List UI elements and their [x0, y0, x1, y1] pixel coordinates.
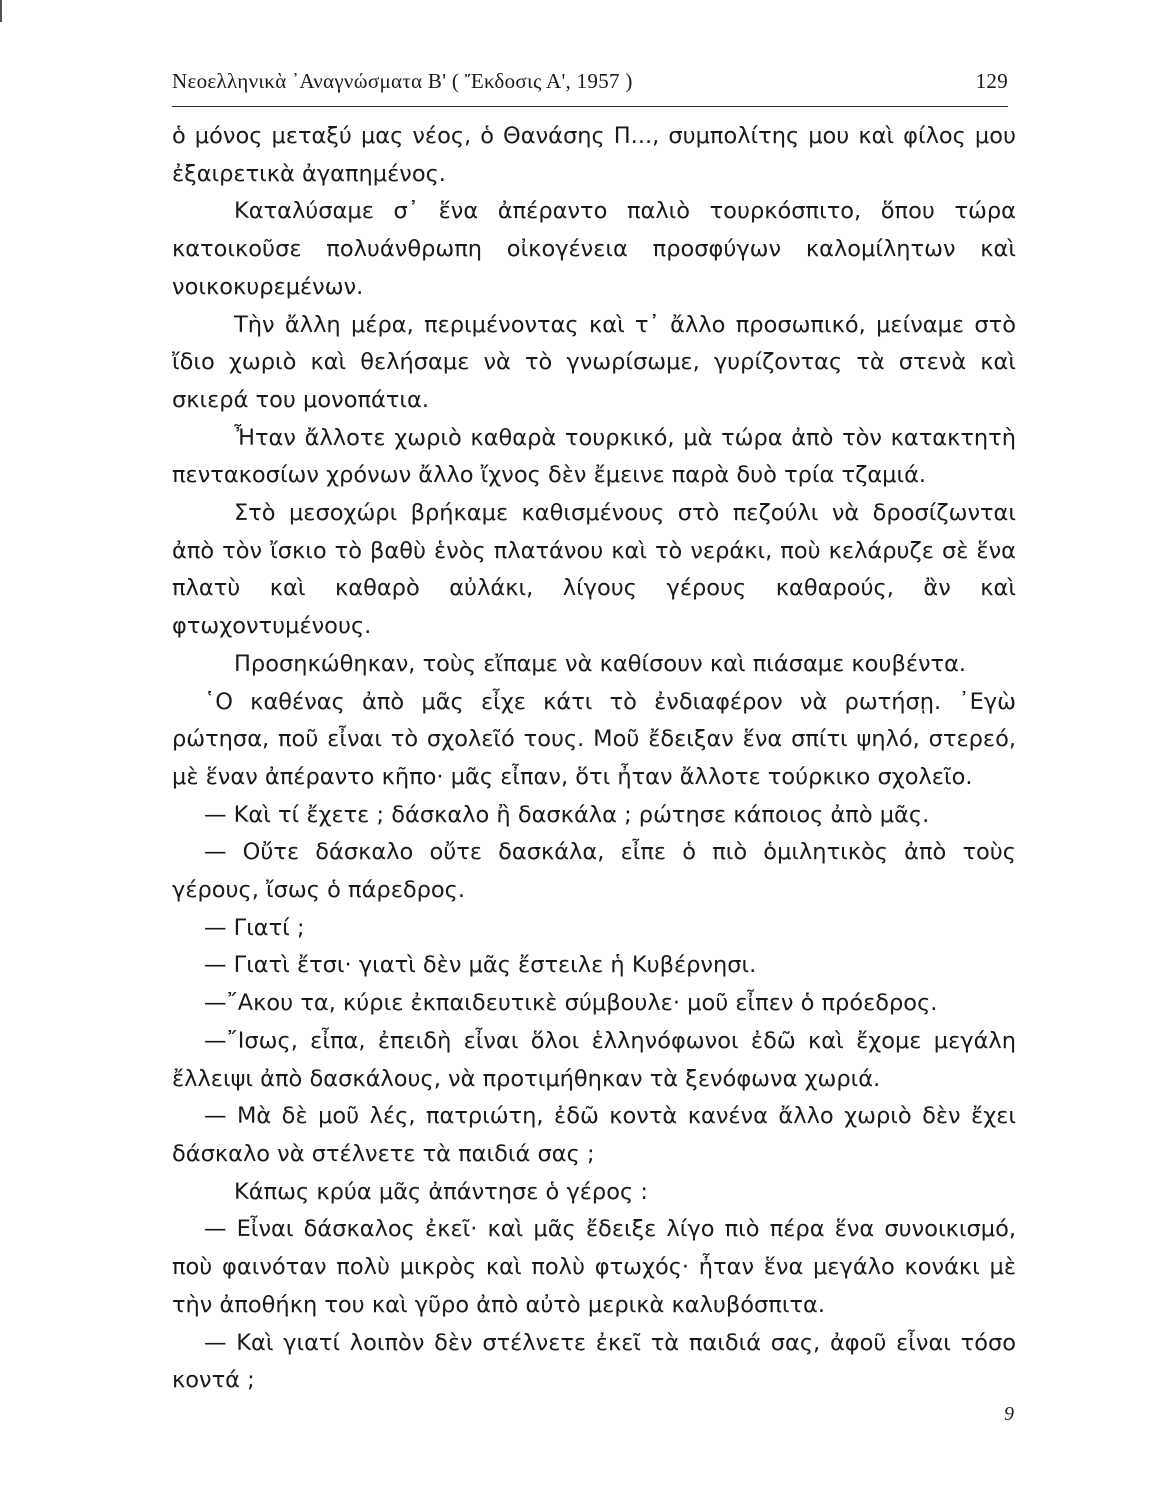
- paragraph: Καταλύσαμε σ᾿ ἕνα ἀπέραντο παλιὸ τουρκόσπιτο, ὅπου τώρα κατοικοῦσε πολυάνθρωπη οἰκογένεια προσφύγων καλομίλητων καὶ νοικοκυρεμένων.: [172, 198, 1016, 300]
- paragraph: Κάπως κρύα μᾶς ἀπάντησε ὁ γέρος :: [234, 1178, 648, 1205]
- paragraph: Στὸ μεσοχώρι βρήκαμε καθισμένους στὸ πεζούλι νὰ δροσίζωνται ἀπὸ τὸν ἴσκιο τὸ βαθὺ ἑνὸς πλατάνου καὶ τὸ νεράκι, ποὺ κελάρυζε σὲ ἕνα πλατὺ καὶ καθαρὸ αὐλάκι, λίγους γέρους καθαρούς, ἂν καὶ φτωχοντυμένους.: [172, 500, 1016, 640]
- dialogue-line: — Οὔτε δάσκαλο οὔτε δασκάλα, εἶπε ὁ πιὸ ὁμιλητικὸς ἀπὸ τοὺς γέρους, ἴσως ὁ πάρεδρος.: [172, 839, 1016, 904]
- book-title: Νεοελληνικὰ ᾿Αναγνώσματα Β' ( Ἔκδοσις Α', 1957 ): [172, 69, 633, 93]
- dialogue-line: — Μὰ δὲ μοῦ λές, πατριώτη, ἐδῶ κοντὰ κανένα ἄλλο χωριὸ δὲν ἔχει δάσκαλο νὰ στέλνετε τὰ παιδιά σας ;: [172, 1103, 1016, 1167]
- dialogue-line: —῎Ακου τα, κύριε ἐκπαιδευτικὲ σύμβουλε· μοῦ εἶπεν ὁ πρόεδρος.: [204, 990, 938, 1017]
- paragraph: Τὴν ἄλλη μέρα, περιμένοντας καὶ τ᾿ ἄλλο προσωπικό, μείναμε στὸ ἴδιο χωριὸ καὶ θελήσαμε νὰ τὸ γνωρίσωμε, γυρίζοντας τὰ στενὰ καὶ σκιερά του μονοπάτια.: [172, 311, 1016, 413]
- dialogue-line: — Εἶναι δάσκαλος ἐκεῖ· καὶ μᾶς ἔδειξε λίγο πιὸ πέρα ἕνα συνοικισμό, ποὺ φαινόταν πολὺ μικρὸς καὶ πολὺ φτωχός· ἦταν ἕνα μεγάλο κονάκι μὲ τὴν ἀποθήκη του καὶ γῦρο ἀπὸ αὐτὸ μερικὰ καλυβόσπιτα.: [172, 1216, 1016, 1318]
- dialogue-line: — Καὶ γιατί λοιπὸν δὲν στέλνετε ἐκεῖ τὰ παιδιά σας, ἀφοῦ εἶναι τόσο κοντά ;: [172, 1329, 1016, 1394]
- page-number: 129: [975, 69, 1008, 93]
- paragraph: Προσηκώθηκαν, τοὺς εἴπαμε νὰ καθίσουν καὶ πιάσαμε κουβέντα.: [234, 650, 967, 677]
- body-text: [172, 118, 1016, 1400]
- dialogue-line: — Γιατί ;: [204, 914, 305, 941]
- running-head: [172, 66, 1008, 107]
- dialogue-line: — Καὶ τί ἔχετε ; δάσκαλο ἢ δασκάλα ; ρώτησε κάποιος ἀπὸ μᾶς.: [204, 801, 930, 828]
- signature-mark: 9: [1004, 1403, 1014, 1425]
- paragraph: Ἦταν ἄλλοτε χωριὸ καθαρὰ τουρκικό, μὰ τώρα ἀπὸ τὸν κατακτητὴ πεντακοσίων χρόνων ἄλλο ἴχνος δὲν ἔμεινε παρὰ δυὸ τρία τζαμιά.: [172, 424, 1016, 489]
- margin-mark: [0, 0, 2, 22]
- dialogue-line: —῎Ισως, εἶπα, ἐπειδὴ εἶναι ὅλοι ἑλληνόφωνοι ἐδῶ καὶ ἔχομε μεγάλη ἔλλειψι ἀπὸ δασκάλους, νὰ προτιμήθηκαν τὰ ξενόφωνα χωριά.: [172, 1027, 1016, 1092]
- paragraph: ὁ μόνος μεταξύ μας νέος, ὁ Θανάσης Π..., συμπολίτης μου καὶ φίλος μου ἐξαιρετικὰ ἀγαπημένος.: [172, 123, 1016, 187]
- dialogue-line: — Γιατὶ ἔτσι· γιατὶ δὲν μᾶς ἔστειλε ἡ Κυβέρνησι.: [204, 952, 757, 979]
- paragraph: ῾Ο καθένας ἀπὸ μᾶς εἶχε κάτι τὸ ἐνδιαφέρον νὰ ρωτήσῃ. ᾿Εγὼ ρώτησα, ποῦ εἶναι τὸ σχολεῖό τους. Μοῦ ἔδειξαν ἕνα σπίτι ψηλό, στερεό, μὲ ἕναν ἀπέραντο κῆπο· μᾶς εἶπαν, ὅτι ἦταν ἄλλοτε τούρκικο σχολεῖο.: [172, 688, 1016, 790]
